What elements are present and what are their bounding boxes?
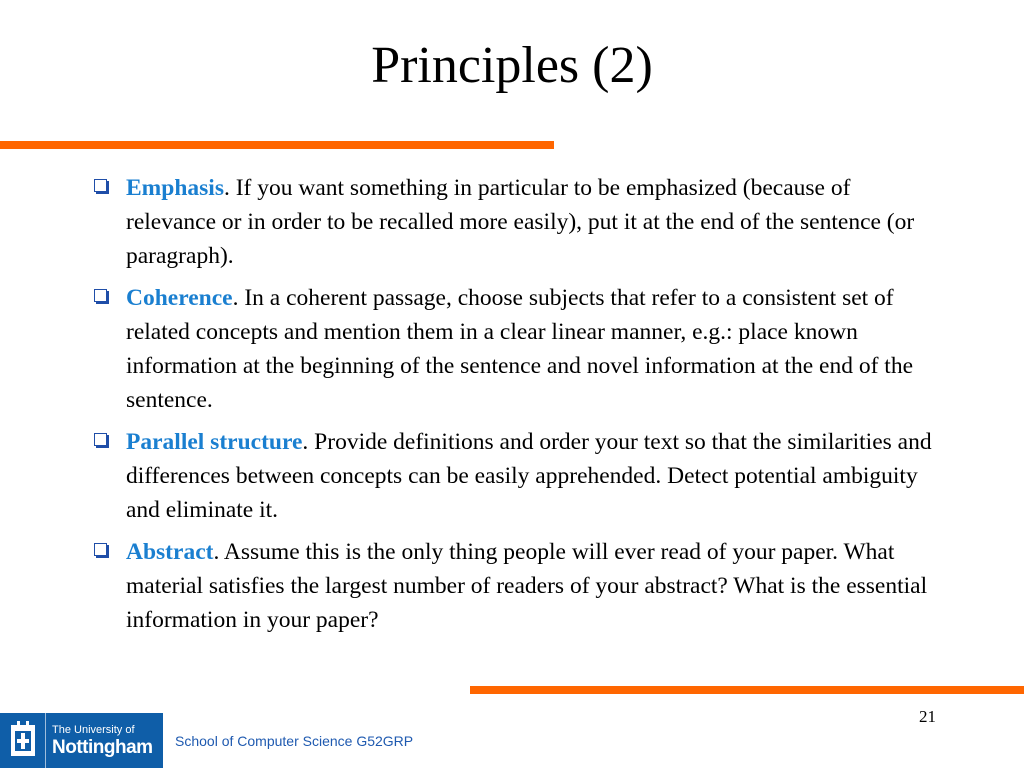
bullet-term: Parallel structure <box>126 429 303 455</box>
bullet-term: Emphasis <box>126 175 224 201</box>
bullet-text: . If you want something in particular to be emphasized (because of relevance or in order to be recalled more easily), put it at the end of the sentence (or paragraph). <box>126 175 915 269</box>
logo-text <box>46 723 153 759</box>
bullet-text: . Provide definitions and order your text so that the similarities and differences between concepts can be easily apprehended. Detect potential ambiguity and eliminate it. <box>126 429 932 523</box>
university-crest-icon <box>0 713 46 768</box>
bullet-term: Abstract <box>126 539 214 565</box>
checkbox-icon <box>94 543 107 556</box>
bullet-text: . Assume this is the only thing people will ever read of your paper. What material satisfies the largest number of readers of your abstract? What is the essential information in your paper? <box>126 539 928 633</box>
page-number: 21 <box>919 707 936 726</box>
bullet-emphasis <box>94 171 944 273</box>
bullet-abstract <box>94 535 944 637</box>
checkbox-icon <box>94 433 107 446</box>
bullet-coherence <box>94 281 944 417</box>
logo-line1: The University of <box>52 723 135 736</box>
logo-line2: Nottingham <box>52 736 153 758</box>
bullet-term: Coherence <box>126 285 233 311</box>
bullet-list <box>94 171 944 645</box>
university-logo <box>0 713 163 768</box>
checkbox-icon <box>94 179 107 192</box>
checkbox-icon <box>94 289 107 302</box>
bullet-text: . In a coherent passage, choose subjects that refer to a consistent set of related concepts and mention them in a clear linear manner, e.g.: place known information at the beginning of the sentence and novel information at the end of the sentence. <box>126 285 914 413</box>
top-orange-rule <box>0 141 554 149</box>
bullet-parallel-structure <box>94 425 944 527</box>
slide-title: Principles (2) <box>371 37 653 94</box>
bottom-orange-rule <box>470 686 1024 694</box>
school-footer-text: School of Computer Science G52GRP <box>175 733 414 749</box>
